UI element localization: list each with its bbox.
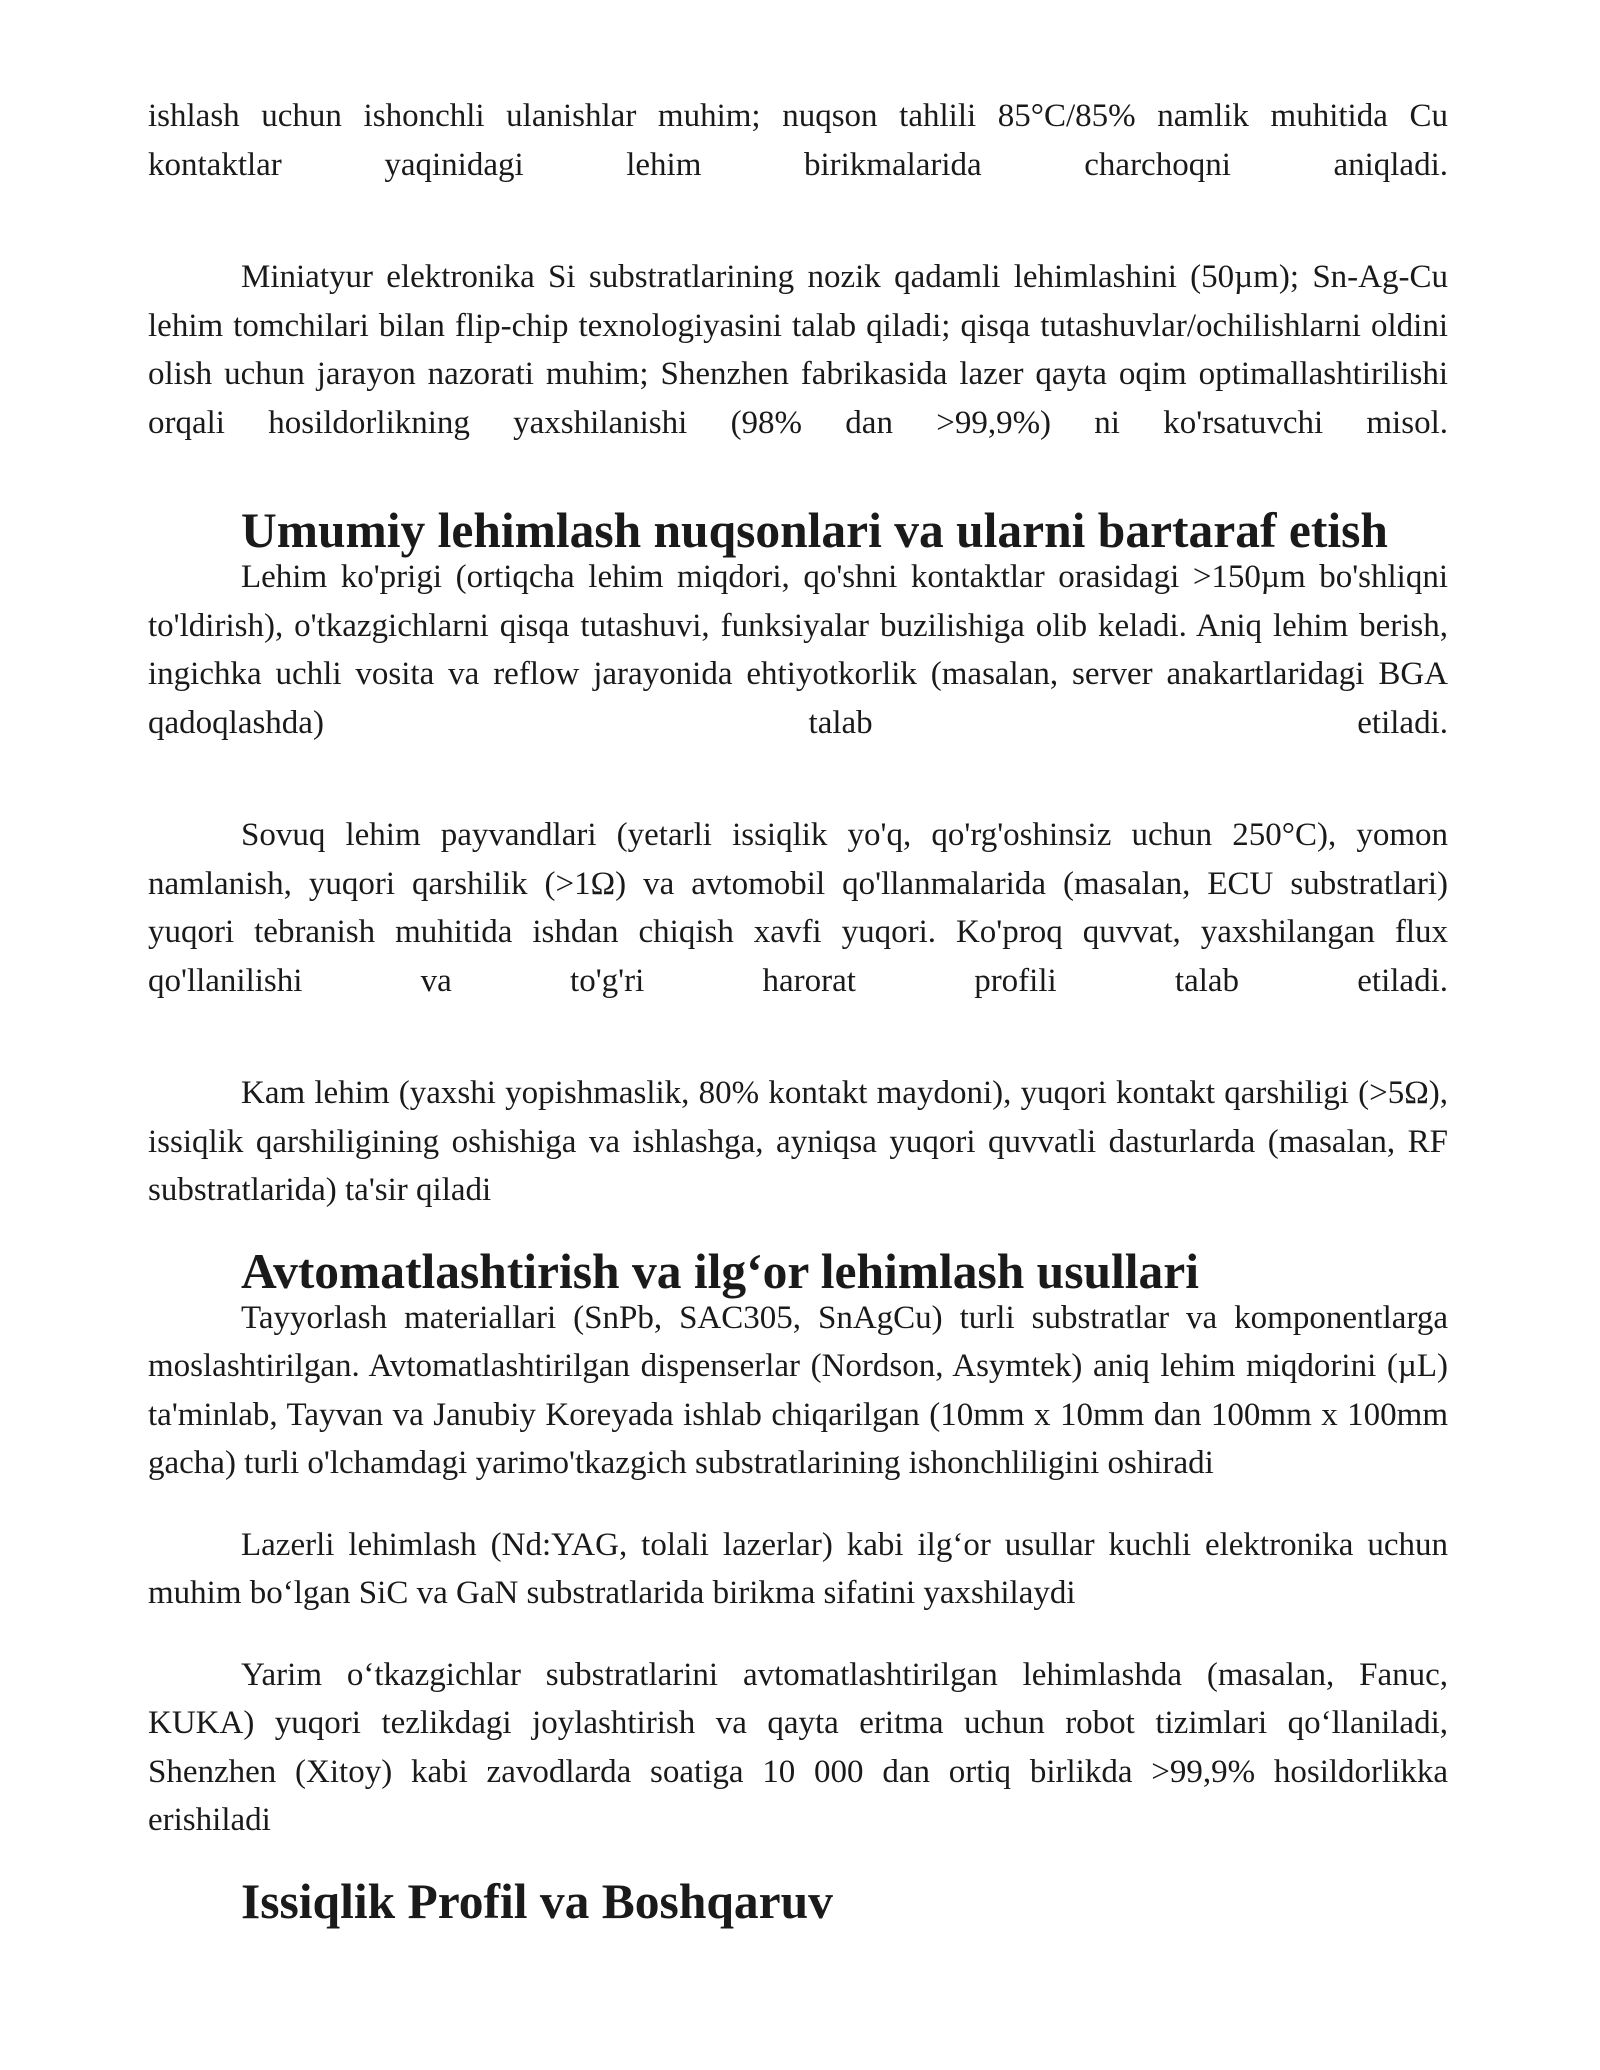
paragraph-materials: Tayyorlash materiallari (SnPb, SAC305, SnAgCu) turli substratlar va komponentlarga moslashtirilgan. Avtomatlashtirilgan dispenserlar (Nordson, Asymtek) aniq lehim miqdorini (µL) ta'minlab, Tayvan va Janubiy Koreyada ishlab chiqarilgan (10mm x 10mm dan 100mm x 100mm gacha) turli o'lchamdagi yarimo'tkazgich substratlarining ishonchliligini oshiradi <box>148 1299 1448 1481</box>
section-heading-defects: Umumiy lehimlash nuqsonlari va ularni bartaraf etish <box>241 503 1388 558</box>
paragraph-spacer <box>148 747 1448 811</box>
paragraph-robotic-systems: Yarim o‘tkazgichlar substratlarini avtomatlashtirilgan lehimlashda (masalan, Fanuc, KUKA) yuqori tezlikdagi joylashtirish va qayta eritma uchun robot tizimlari qo‘llaniladi, Shenzhen (Xitoy) kabi zavodlarda soatiga 10 000 dan ortiq birlikda >99,9% hosildorlikka erishiladi <box>148 1656 1448 1838</box>
paragraph-cold-joints: Sovuq lehim payvandlari (yetarli issiqlik yo'q, qo'rg'oshinsiz uchun 250°C), yomon namlanish, yuqori qarshilik (>1Ω) va avtomobil qo'llanmalarida (masalan, ECU substratlari) yuqori tebranish muhitida ishdan chiqish xavfi yuqori. Ko'proq quvvat, yaxshilangan flux qo'llanilishi va to'g'ri harorat profili talab etiladi. <box>148 817 1448 999</box>
section-heading-automation: Avtomatlashtirish va ilg‘or lehimlash usullari <box>241 1243 1199 1299</box>
paragraph-laser-soldering: Lazerli lehimlash (Nd:YAG, tolali lazerlar) kabi ilg‘or usullar kuchli elektronika uchun muhim bo‘lgan SiC va GaN substratlarida birikma sifatini yaxshilaydi <box>148 1526 1448 1611</box>
paragraph-reliability: ishlash uchun ishonchli ulanishlar muhim; nuqson tahlili 85°C/85% namlik muhitida Cu kontaktlar yaqinidagi lehim birikmalarida charchoqni aniqladi. <box>148 98 1448 183</box>
document-page <box>148 92 1448 1929</box>
paragraph-spacer <box>148 189 1448 253</box>
section-heading-thermal-profile: Issiqlik Profil va Boshqaruv <box>241 1873 833 1929</box>
paragraph-spacer <box>148 1618 1448 1651</box>
paragraph-insufficient-solder: Kam lehim (yaxshi yopishmaslik, 80% kontakt maydoni), yuqori kontakt qarshiligi (>5Ω), issiqlik qarshiligining oshishiga va ishlashga, ayniqsa yuqori quvvatli dasturlarda (masalan, RF substratlarida) ta'sir qiladi <box>148 1075 1448 1208</box>
paragraph-spacer <box>148 1005 1448 1069</box>
paragraph-solder-bridge: Lehim ko'prigi (ortiqcha lehim miqdori, qo'shni kontaktlar orasidagi >150µm bo'shliqni to'ldirish), o'tkazgichlarni qisqa tutashuvi, funksiyalar buzilishiga olib keladi. Aniq lehim berish, ingichka uchli vosita va reflow jarayonida ehtiyotkorlik (masalan, server anakartlaridagi BGA qadoqlashda) talab etiladi. <box>148 559 1448 741</box>
paragraph-spacer <box>148 447 1448 509</box>
paragraph-spacer <box>148 1488 1448 1521</box>
paragraph-miniature-electronics: Miniatyur elektronika Si substratlarining nozik qadamli lehimlashini (50µm); Sn-Ag-Cu lehim tomchilari bilan flip-chip texnologiyasini talab qiladi; qisqa tutashuvlar/ochilishlarni oldini olish uchun jarayon nazorati muhim; Shenzhen fabrikasida lazer qayta oqim optimallashtirilishi orqali hosildorlikning yaxshilanishi (98% dan >99,9%) ni ko'rsatuvchi misol. <box>148 259 1448 441</box>
